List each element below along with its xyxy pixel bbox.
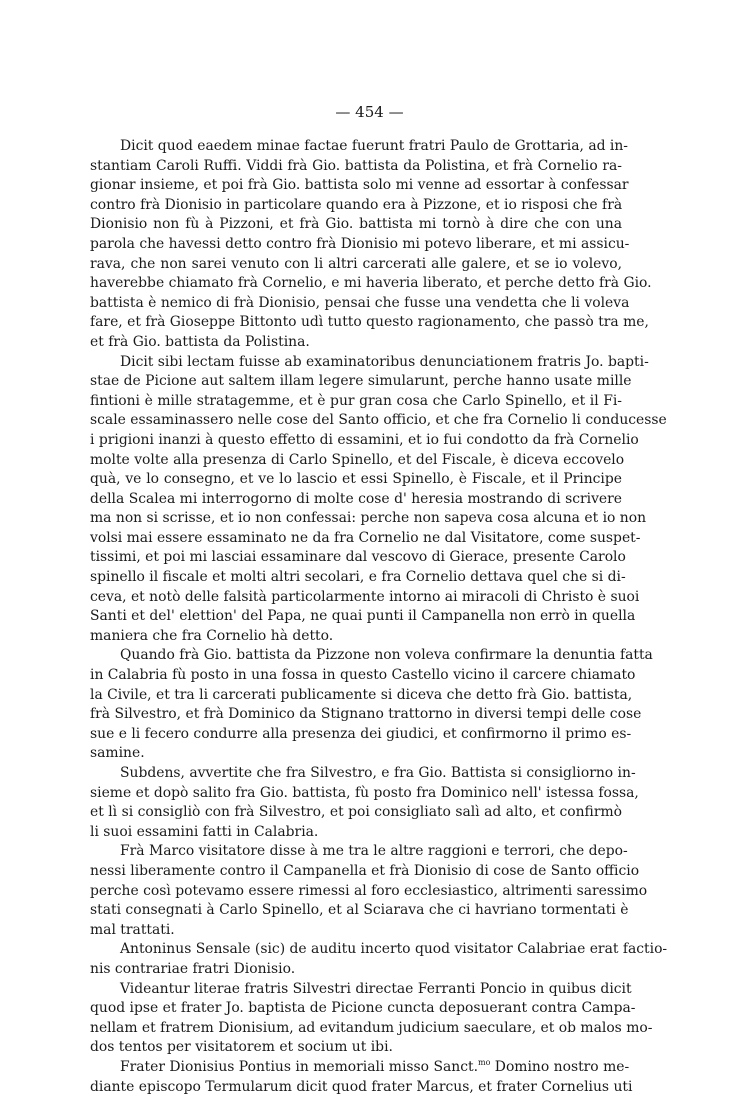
text-line: gionar insieme, et poi frà Gio. battista solo mi venne ad essortar à confessar xyxy=(90,177,629,194)
text-line: mal trattati. xyxy=(90,921,175,938)
text-line: Videantur literae fratris Silvestri directae Ferranti Poncio in quibus dicit xyxy=(120,980,632,997)
text-line: et frà Gio. battista da Polistina. xyxy=(90,333,310,350)
text-line: spinello il fiscale et molti altri secolari, e fra Cornelio dettava quel che si di- xyxy=(90,569,626,586)
text-line: quà, ve lo consegno, et ve lo lascio et essi Spinello, è Fiscale, et il Principe xyxy=(90,471,622,488)
text-line: quod ipse et frater Jo. baptista de Picione cuncta deposuerant contra Campa- xyxy=(90,1000,636,1017)
text-line: et lì si consigliò con frà Silvestro, et poi consigliato salì ad alto, et confirmò xyxy=(90,804,622,821)
paragraph xyxy=(90,1057,633,1097)
text-line: stati consegnati à Carlo Spinello, et al Sciarava che ci havriano tormentati è xyxy=(90,902,629,919)
text-line: battista è nemico di frà Dionisio, pensai che fusse una vendetta che li voleva xyxy=(90,294,630,311)
line-tail: Domino nostro me- xyxy=(490,1058,630,1075)
text-line: la Civile, et tra li carcerati publicamente si diceva che detto frà Gio. battista, xyxy=(90,686,633,703)
text-line: Quando frà Gio. battista da Pizzone non voleva confirmare la denuntia fatta xyxy=(120,647,653,664)
text-line: frà Silvestro, et frà Dominico da Stignano trattorno in diversi tempi delle cose xyxy=(90,706,642,723)
text-line: i prigioni inanzi à questo effetto di essamini, et io fui condotto da frà Cornelio xyxy=(90,431,639,448)
paragraph xyxy=(90,137,652,353)
text-line: Frater Dionisius Pontius in memoriali misso Sanct.$^{mo}$ Domino nostro me- xyxy=(120,1057,630,1075)
paragraph xyxy=(90,764,639,842)
text-line: dos tentos per visitatorem et socium ut ibi. xyxy=(90,1039,393,1056)
text-line: Dionisio non fù à Pizzoni, et frà Gio. battista mi tornò à dire che con una xyxy=(90,216,622,233)
text-line: nessi liberamente contro il Campanella et frà Dionisio di cose de Santo officio xyxy=(90,862,640,879)
text-line: Frà Marco visitatore disse à me tra le altre raggioni e terrori, che depo- xyxy=(120,843,628,860)
text-line: parola che havessi detto contro frà Dionisio mi potevo liberare, et mi assicu- xyxy=(90,235,630,252)
text-line: nellam et fratrem Dionisium, ad evitandum judicium saeculare, et ob malos mo- xyxy=(90,1019,653,1036)
text-line: li suoi essamini fatti in Calabria. xyxy=(90,823,319,840)
text-line: Antoninus Sensale (sic) de auditu incerto quod visitator Calabriae erat factio- xyxy=(120,941,668,958)
text-line: samine. xyxy=(90,745,145,762)
text-line: molte volte alla presenza di Carlo Spinello, et del Fiscale, è diceva eccovelo xyxy=(90,451,625,468)
text-line: Santi et del' elettion' del Papa, ne quai punti il Campanella non errò in quella xyxy=(90,608,636,625)
text-line: maniera che fra Cornelio hà detto. xyxy=(90,627,334,644)
text-line: stantiam Caroli Ruffi. Viddi frà Gio. battista da Polistina, et frà Cornelio ra- xyxy=(90,157,622,174)
text-line: perche così potevamo essere rimessi al foro ecclesiastico, altrimenti saressimo xyxy=(90,882,648,899)
text-line: Dicit quod eaedem minae factae fuerunt fratri Paulo de Grottaria, ad in- xyxy=(120,138,628,154)
text-line: diante episcopo Termularum dicit quod frater Marcus, et frater Cornelius uti xyxy=(90,1078,633,1095)
text-line: stae de Picione aut saltem illam legere simularunt, perche hanno usate mille xyxy=(90,373,632,390)
text-line: sue e li fecero condurre alla presenza dei giudici, et confirmorno il primo es- xyxy=(90,725,632,742)
text-line: rava, che non sarei venuto con li altri carcerati alle galere, et se io volevo, xyxy=(90,255,622,272)
text-line: fintioni è mille stratagemme, et è pur gran cosa che Carlo Spinello, et il Fi- xyxy=(90,392,622,409)
paragraph xyxy=(90,353,667,647)
text-line: scale essaminassero nelle cose del Santo officio, et che fra Cornelio li conducesse xyxy=(90,412,667,429)
text-line: Subdens, avvertite che fra Silvestro, e fra Gio. Battista si consigliorno in- xyxy=(120,765,636,781)
text-line: Dicit sibi lectam fuisse ab examinatoribus denunciationem fratris Jo. bapti- xyxy=(120,353,649,370)
superscript-abbrev: mo xyxy=(477,1057,491,1067)
text-line: in Calabria fù posto in una fossa in questo Castello vicino il carcere chiamato xyxy=(90,667,636,684)
text-line: della Scalea mi interrogorno di molte cose d' heresia mostrando di scrivere xyxy=(90,490,622,507)
text-line: volsi mai essere essaminato ne da fra Cornelio ne dal Visitatore, come suspet- xyxy=(90,529,641,546)
text-line: contro frà Dionisio in particolare quando era à Pizzone, et io risposi che frà xyxy=(90,196,623,213)
text-line: ceva, et notò delle falsità particolarmente intorno ai miracoli di Christo è suoi xyxy=(90,588,640,605)
page-number: — 454 — xyxy=(335,103,404,121)
body-text xyxy=(90,137,668,1097)
text-line: haverebbe chiamato frà Cornelio, e mi haveria liberato, et perche detto frà Gio. xyxy=(90,275,652,292)
text-line: fare, et frà Gioseppe Bittonto udì tutto questo ragionamento, che passò tra me, xyxy=(90,314,649,331)
text-line: tissimi, et poi mi lasciai essaminare dal vescovo di Gierace, presente Carolo xyxy=(90,549,626,566)
text-line: ma non si scrisse, et io non confessai: perche non sapeva cosa alcuna et io non xyxy=(90,510,647,527)
paragraph xyxy=(90,980,653,1058)
paragraph xyxy=(90,842,648,940)
paragraph xyxy=(90,940,668,979)
text-line: nis contrariae fratri Dionisio. xyxy=(90,960,296,977)
text-line: sieme et dopò salito fra Gio. battista, fù posto fra Dominico nell' istessa fossa, xyxy=(90,784,639,801)
paragraph xyxy=(90,646,653,764)
